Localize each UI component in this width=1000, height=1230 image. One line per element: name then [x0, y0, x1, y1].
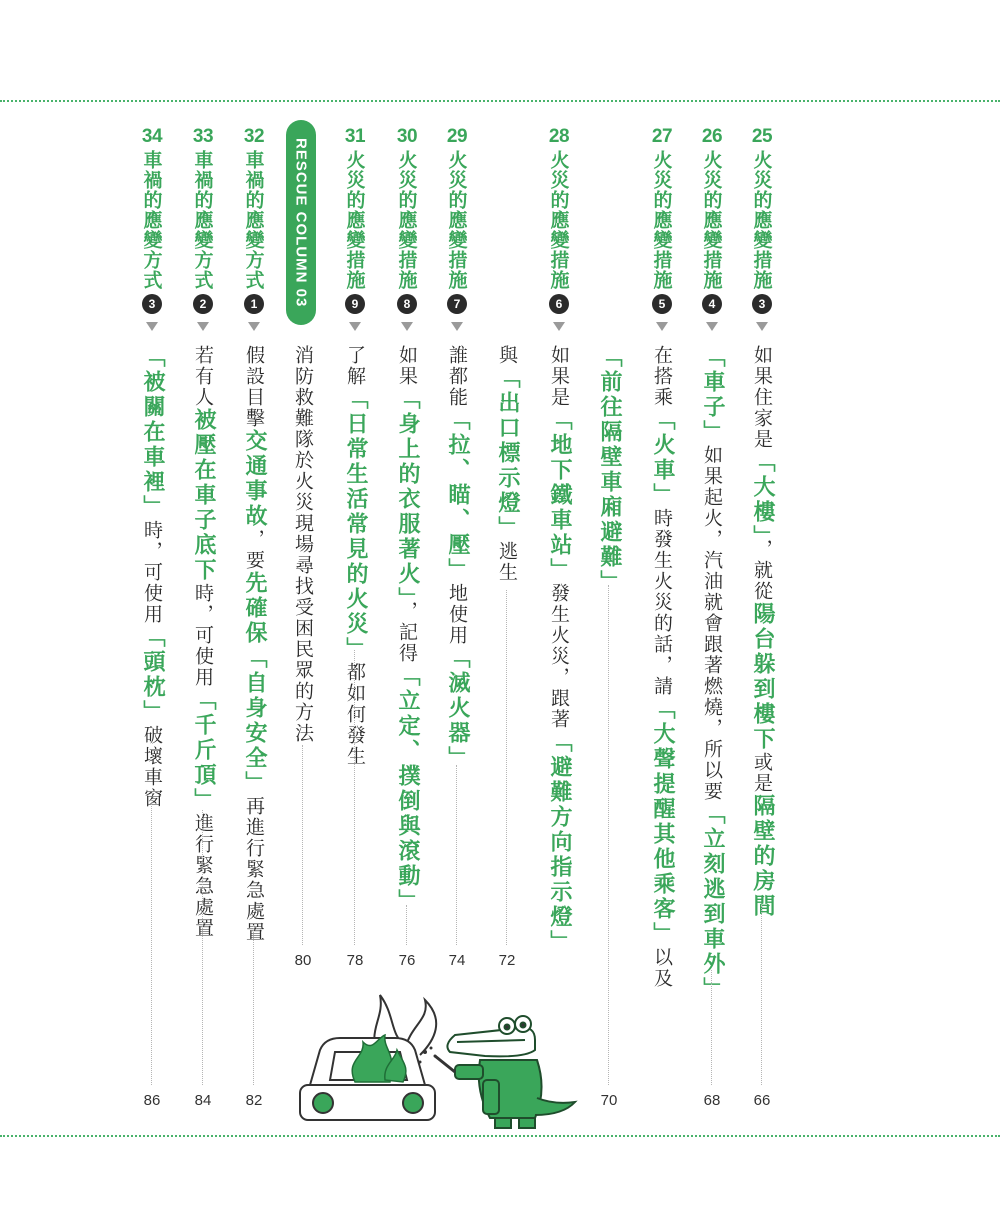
step-badge: 9: [345, 294, 365, 314]
body-text: 都如何發生: [344, 662, 366, 767]
entry-title[interactable]: [390, 345, 424, 914]
entry-title[interactable]: [745, 345, 779, 919]
body-text: 以及: [651, 947, 673, 989]
dotted-leader: [151, 800, 152, 1085]
crocodile-illustration: [435, 1016, 575, 1128]
body-text: 消防救難隊於火災現場尋找受困民眾的方法: [292, 345, 314, 744]
page-number[interactable]: 84: [194, 1092, 212, 1109]
dotted-leader: [761, 905, 762, 1085]
body-text: 如果是: [548, 345, 570, 408]
dotted-leader: [506, 590, 507, 945]
dotted-leader: [608, 585, 609, 1085]
entry-title[interactable]: [542, 345, 576, 955]
entry-category: 火災的應變措施: [343, 150, 366, 290]
dotted-leader: [253, 925, 254, 1085]
entry-category: 火災的應變措施: [547, 150, 570, 290]
entry-number: 34: [141, 126, 163, 147]
body-text: 時，可使用: [141, 520, 163, 625]
body-text: 時，可使用: [192, 583, 214, 688]
step-badge: 7: [447, 294, 467, 314]
body-text: 如果: [396, 345, 418, 387]
entry-number: 31: [344, 126, 366, 147]
body-text: 了解: [344, 345, 366, 387]
body-text: 地使用: [446, 583, 468, 646]
arrow-down-icon: [401, 322, 413, 331]
entry-category: 火災的應變措施: [445, 150, 468, 290]
body-text: 發生火災，跟著: [548, 583, 570, 730]
body-text: 進行緊急處置: [192, 813, 214, 939]
entry-category: 火災的應變措施: [395, 150, 418, 290]
entry-title[interactable]: [490, 345, 524, 583]
arrow-down-icon: [248, 322, 260, 331]
entry-number: 25: [751, 126, 773, 147]
arrow-down-icon: [756, 322, 768, 331]
highlight-text: 「拉、瞄、壓」: [445, 408, 470, 583]
highlight-text: 「大聲提醒其他乘客」: [650, 697, 675, 947]
page-number[interactable]: 80: [294, 952, 312, 969]
highlight-text: 「立定、撲倒與滾動」: [395, 664, 420, 914]
page-number[interactable]: 68: [703, 1092, 721, 1109]
body-text: 若有人: [192, 345, 214, 408]
page-number[interactable]: 66: [753, 1092, 771, 1109]
step-badge: 8: [397, 294, 417, 314]
highlight-text: 陽台躲到樓下: [750, 602, 775, 752]
page-number[interactable]: 76: [398, 952, 416, 969]
dotted-leader: [711, 970, 712, 1085]
page-number[interactable]: 86: [143, 1092, 161, 1109]
entry-title[interactable]: [695, 345, 729, 1002]
entry-category: 車禍的應變方式: [242, 150, 265, 290]
dotted-leader: [456, 765, 457, 945]
entry-header: [338, 126, 372, 331]
entry-title[interactable]: [286, 345, 320, 744]
top-dotted-rule: [0, 100, 1000, 102]
entry-number: 27: [651, 126, 673, 147]
entry-title[interactable]: [440, 345, 474, 771]
step-badge: 1: [244, 294, 264, 314]
entry-number: 30: [396, 126, 418, 147]
entry-category: 火災的應變措施: [700, 150, 723, 290]
bottom-dotted-rule: [0, 1135, 1000, 1137]
entry-header: [186, 126, 220, 331]
body-text: ，要: [243, 529, 265, 571]
highlight-text: 「千斤頂」: [191, 688, 216, 813]
entry-category: 車禍的應變方式: [191, 150, 214, 290]
highlight-text: 「被關在車裡」: [140, 345, 165, 520]
entry-title[interactable]: [186, 345, 220, 939]
dotted-leader: [354, 650, 355, 945]
body-text: 逃生: [496, 541, 518, 583]
body-text: 破壞車窗: [141, 725, 163, 809]
entry-header: [440, 126, 474, 331]
entry-number: 28: [548, 126, 570, 147]
page-number[interactable]: 82: [245, 1092, 263, 1109]
arrow-down-icon: [349, 322, 361, 331]
highlight-text: 「頭枕」: [140, 625, 165, 725]
highlight-text: 被壓在車子底下: [191, 408, 216, 583]
body-text: 或是: [751, 752, 773, 794]
highlight-text: 「車子」: [700, 345, 725, 445]
highlight-text: 「大樓」: [750, 450, 775, 539]
step-badge: 3: [752, 294, 772, 314]
entry-category: 火災的應變措施: [750, 150, 773, 290]
body-text: 如果起火，汽油就會跟著燃燒，所以要: [701, 445, 723, 802]
entry-header: [645, 126, 679, 331]
step-badge: 4: [702, 294, 722, 314]
rescue-column-badge: [286, 120, 316, 325]
entry-header: [745, 126, 779, 331]
entry-number: 29: [446, 126, 468, 147]
step-badge: 3: [142, 294, 162, 314]
highlight-text: 「地下鐵車站」: [547, 408, 572, 583]
body-text: 時發生火災的話，請: [651, 508, 673, 697]
entry-number: 33: [192, 126, 214, 147]
highlight-text: 隔壁的房間: [750, 794, 775, 919]
entry-header: [135, 126, 169, 331]
highlight-text: 「立刻逃到車外」: [700, 802, 725, 1002]
highlight-text: 「前往隔壁車廂避難」: [597, 345, 622, 595]
highlight-text: 「身上的衣服著火」: [395, 387, 420, 601]
entry-header: [542, 126, 576, 331]
highlight-text: 先確保: [242, 571, 267, 646]
entry-title[interactable]: [338, 345, 372, 767]
body-text: 在搭乘: [651, 345, 673, 408]
entry-category: 火災的應變措施: [650, 150, 673, 290]
arrow-down-icon: [451, 322, 463, 331]
page-number[interactable]: 74: [448, 952, 466, 969]
page-number[interactable]: 78: [346, 952, 364, 969]
entry-header: [237, 126, 271, 331]
body-text: ，記得: [396, 601, 418, 664]
body-text: 再進行緊急處置: [243, 796, 265, 943]
page-number[interactable]: 70: [600, 1092, 618, 1109]
entry-category: 車禍的應變方式: [140, 150, 163, 290]
highlight-text: 「避難方向指示燈」: [547, 730, 572, 955]
highlight-text: 「日常生活常見的火災」: [343, 387, 368, 662]
highlight-text: 「滅火器」: [445, 646, 470, 771]
body-text: 與: [496, 345, 518, 366]
highlight-text: 「自身安全」: [242, 646, 267, 796]
entry-header: [390, 126, 424, 331]
highlight-text: 「火車」: [650, 408, 675, 508]
highlight-text: 「出口標示燈」: [495, 366, 520, 541]
entry-number: 32: [243, 126, 265, 147]
step-badge: 5: [652, 294, 672, 314]
entry-title[interactable]: [135, 345, 169, 809]
entry-title[interactable]: [592, 345, 626, 595]
crocodile-firefighter-illustration: [285, 990, 585, 1135]
arrow-down-icon: [706, 322, 718, 331]
entry-title[interactable]: [645, 345, 679, 989]
dotted-leader: [406, 905, 407, 945]
arrow-down-icon: [553, 322, 565, 331]
arrow-down-icon: [197, 322, 209, 331]
page-number[interactable]: 72: [498, 952, 516, 969]
entry-header: [695, 126, 729, 331]
body-text: 誰都能: [446, 345, 468, 408]
dotted-leader: [302, 745, 303, 945]
rescue-column-label: RESCUE COLUMN 03: [292, 137, 310, 308]
body-text: ，就從: [751, 539, 773, 602]
entry-title[interactable]: [237, 345, 271, 943]
entry-number: 26: [701, 126, 723, 147]
body-text: 假設目擊: [243, 345, 265, 429]
dotted-leader: [202, 810, 203, 1085]
body-text: 如果住家是: [751, 345, 773, 450]
arrow-down-icon: [146, 322, 158, 331]
arrow-down-icon: [656, 322, 668, 331]
step-badge: 2: [193, 294, 213, 314]
step-badge: 6: [549, 294, 569, 314]
highlight-text: 交通事故: [242, 429, 267, 529]
